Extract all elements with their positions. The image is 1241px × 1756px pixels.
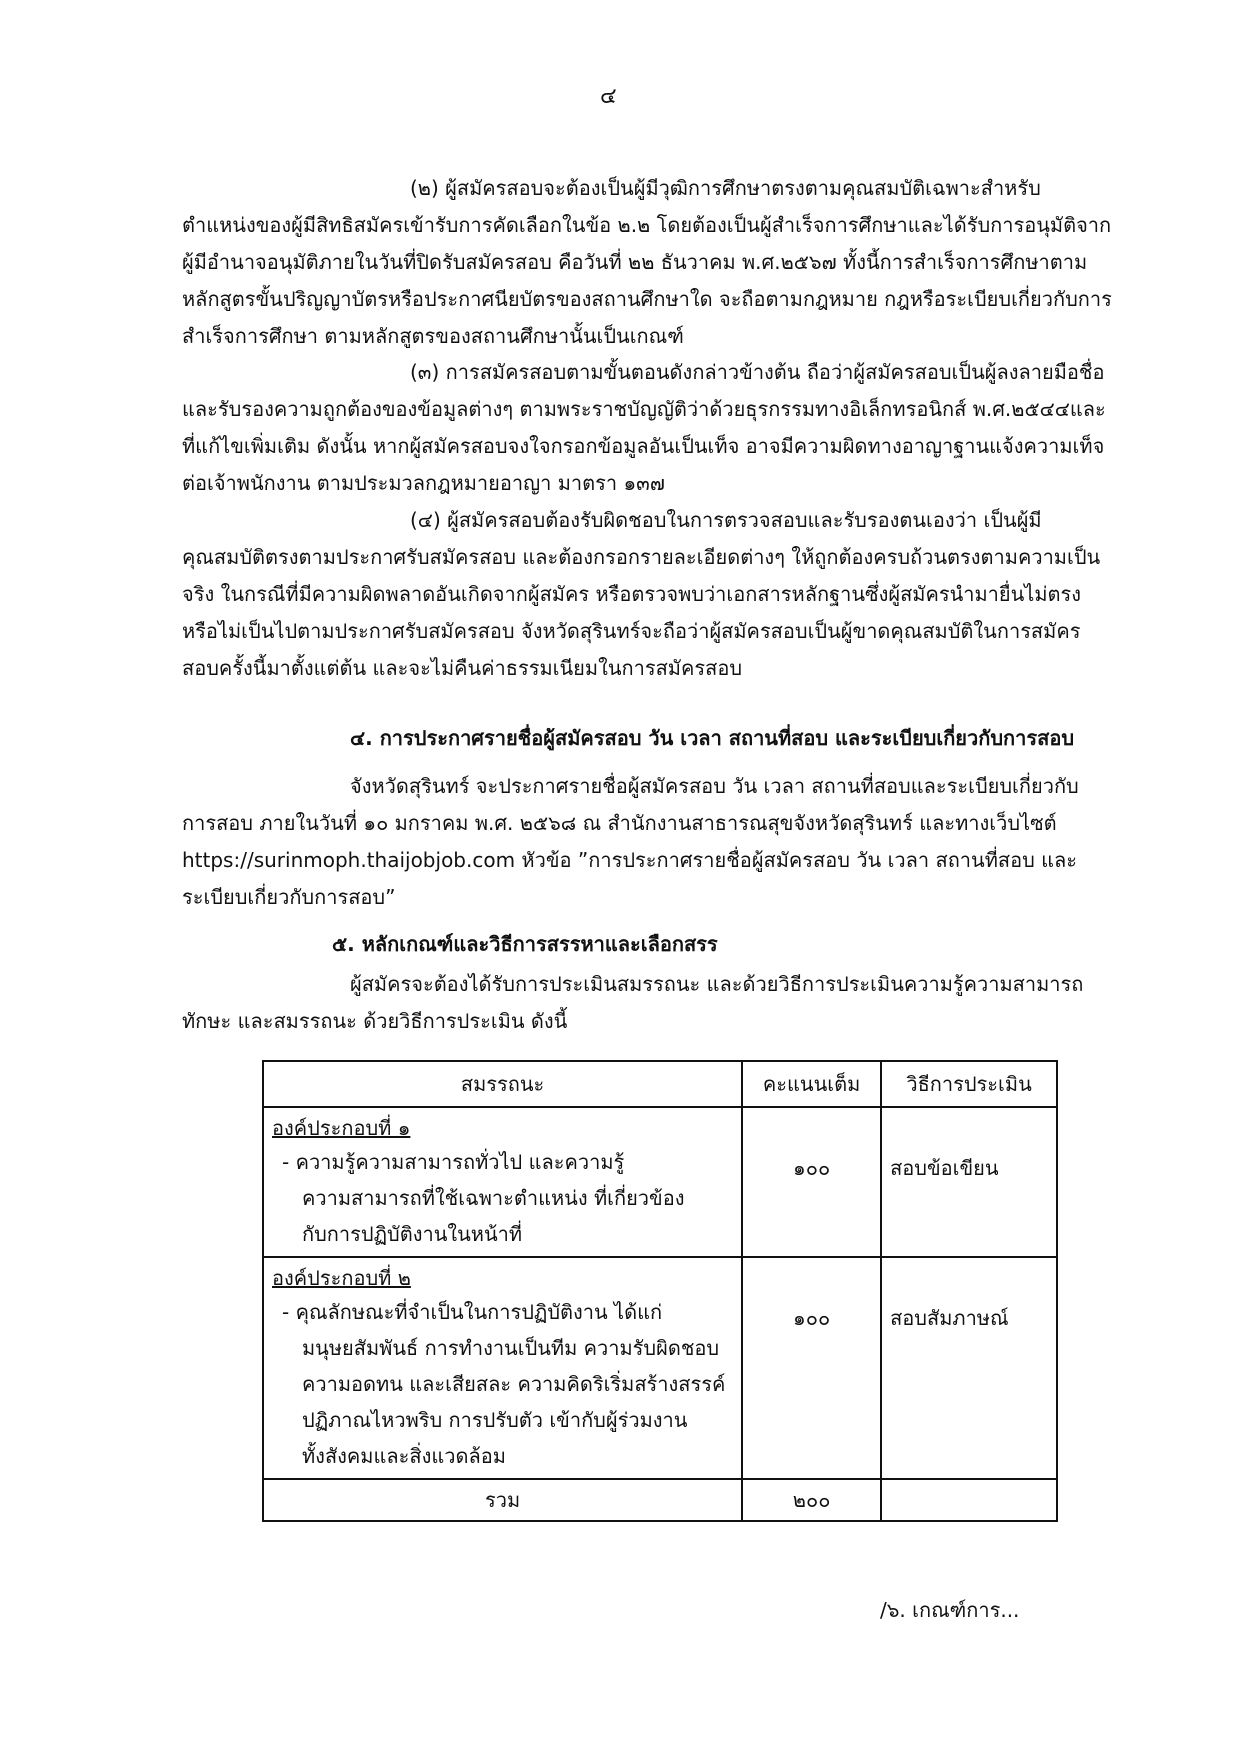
paragraph-item-4: (๔) ผู้สมัครสอบต้องรับผิดชอบในการตรวจสอบและรับรองตนเองว่า เป็นผู้มีคุณสมบัติตรงตามประกาศรับสมัครสอบ และต้องกรอกรายละเอียดต่างๆ ให้ถูกต้องครบถ้วนตรงตามความเป็นจริง ในกรณีที่มีความผิดพลาดอันเกิดจากผู้สมัคร หรือตรวจพบว่าเอกสารหลักฐานซึ่งผู้สมัครนำมายื่นไม่ตรงหรือไม่เป็นไปตามประกาศรับสมัครสอบ จังหวัดสุรินทร์จะถือว่าผู้สมัครสอบเป็นผู้ขาดคุณสมบัติในการสมัครสอบครั้งนี้มาตั้งแต่ต้น และจะไม่คืนค่าธรรมเนียมในการสมัครสอบ: [182, 508, 1101, 680]
next-page-reference: /๖. เกณฑ์การ...: [880, 1598, 1020, 1622]
component-title: องค์ประกอบที่ ๑: [272, 1116, 411, 1140]
component-line: ความสามารถที่ใช้เฉพาะตำแหน่ง ที่เกี่ยวข้อง: [302, 1186, 685, 1210]
table-header-row: [263, 1061, 1057, 1107]
assessment-table: [262, 1060, 1058, 1522]
component-score: ๑๐๐: [742, 1257, 881, 1479]
component-line: ความอดทน และเสียสละ ความคิดริเริ่มสร้างสรรค์: [302, 1372, 726, 1396]
component-method: สอบสัมภาษณ์: [881, 1257, 1057, 1479]
component-line: ทั้งสังคมและสิ่งแวดล้อม: [302, 1444, 506, 1468]
section-4-body: จังหวัดสุรินทร์ จะประกาศรายชื่อผู้สมัครสอบ วัน เวลา สถานที่สอบและระเบียบเกี่ยวกับการสอบ ภายในวันที่ ๑๐ มกราคม พ.ศ. ๒๕๖๘ ณ สำนักงานสาธารณสุขจังหวัดสุรินทร์ และทางเว็บไซต์ https://surinmoph.thaijobjob.com หัวข้อ ”การประกาศรายชื่อผู้สมัครสอบ วัน เวลา สถานที่สอบ และระเบียบเกี่ยวกับการสอบ”: [182, 774, 1079, 909]
table-total-row: [263, 1479, 1057, 1521]
component-line: - คุณลักษณะที่จำเป็นในการปฏิบัติงาน ได้แก่: [282, 1300, 663, 1324]
paragraph-item-3: (๓) การสมัครสอบตามขั้นตอนดังกล่าวข้างต้น ถือว่าผู้สมัครสอบเป็นผู้ลงลายมือชื่อและรับรองความถูกต้องของข้อมูลต่างๆ ตามพระราชบัญญัติว่าด้วยธุรกรรมทางอิเล็กทรอนิกส์ พ.ศ.๒๕๔๔และที่แก้ไขเพิ่มเติม ดังนั้น หากผู้สมัครสอบจงใจกรอกข้อมูลอันเป็นเท็จ อาจมีความผิดทางอาญาฐานแจ้งความเท็จต่อเจ้าพนักงาน ตามประมวลกฎหมายอาญา มาตรา ๑๓๗: [182, 360, 1106, 495]
header-competency: สมรรถนะ: [263, 1061, 742, 1107]
section-4-heading: ๔. การประกาศรายชื่อผู้สมัครสอบ วัน เวลา สถานที่สอบ และระเบียบเกี่ยวกับการสอบ: [350, 726, 1075, 750]
component-title: องค์ประกอบที่ ๒: [272, 1266, 411, 1290]
component-line: มนุษยสัมพันธ์ การทำงานเป็นทีม ความรับผิดชอบ: [302, 1336, 720, 1360]
header-full-score: คะแนนเต็ม: [742, 1061, 881, 1107]
page-number: ๔: [600, 84, 617, 109]
table-row: [263, 1107, 1057, 1257]
header-method: วิธีการประเมิน: [881, 1061, 1057, 1107]
component-1-cell: [263, 1107, 742, 1257]
total-label: รวม: [263, 1479, 742, 1521]
component-2-cell: [263, 1257, 742, 1479]
component-line: กับการปฏิบัติงานในหน้าที่: [302, 1222, 523, 1246]
section-5-body: ผู้สมัครจะต้องได้รับการประเมินสมรรถนะ และด้วยวิธีการประเมินความรู้ความสามารถทักษะ และสมรรถนะ ด้วยวิธีการประเมิน ดังนี้: [182, 972, 1084, 1033]
component-score: ๑๐๐: [742, 1107, 881, 1257]
table-row: [263, 1257, 1057, 1479]
component-line: ปฏิภาณไหวพริบ การปรับตัว เข้ากับผู้ร่วมงาน: [302, 1408, 688, 1432]
component-method: สอบข้อเขียน: [881, 1107, 1057, 1257]
section-5-heading: ๕. หลักเกณฑ์และวิธีการสรรหาและเลือกสรร: [332, 932, 718, 956]
component-line: - ความรู้ความสามารถทั่วไป และความรู้: [282, 1150, 625, 1174]
total-score: ๒๐๐: [742, 1479, 881, 1521]
paragraph-item-2: (๒) ผู้สมัครสอบจะต้องเป็นผู้มีวุฒิการศึกษาตรงตามคุณสมบัติเฉพาะสำหรับตำแหน่งของผู้มีสิทธิสมัครเข้ารับการคัดเลือกในข้อ ๒.๒ โดยต้องเป็นผู้สำเร็จการศึกษาและได้รับการอนุมัติจากผู้มีอำนาจอนุมัติภายในวันที่ปิดรับสมัครสอบ คือวันที่ ๒๒ ธันวาคม พ.ศ.๒๕๖๗ ทั้งนี้การสำเร็จการศึกษาตามหลักสูตรขั้นปริญญาบัตรหรือประกาศนียบัตรของสถานศึกษาใด จะถือตามกฎหมาย กฎหรือระเบียบเกี่ยวกับการสำเร็จการศึกษา ตามหลักสูตรของสถานศึกษานั้นเป็นเกณฑ์: [182, 176, 1112, 348]
total-empty-cell: [881, 1479, 1057, 1521]
